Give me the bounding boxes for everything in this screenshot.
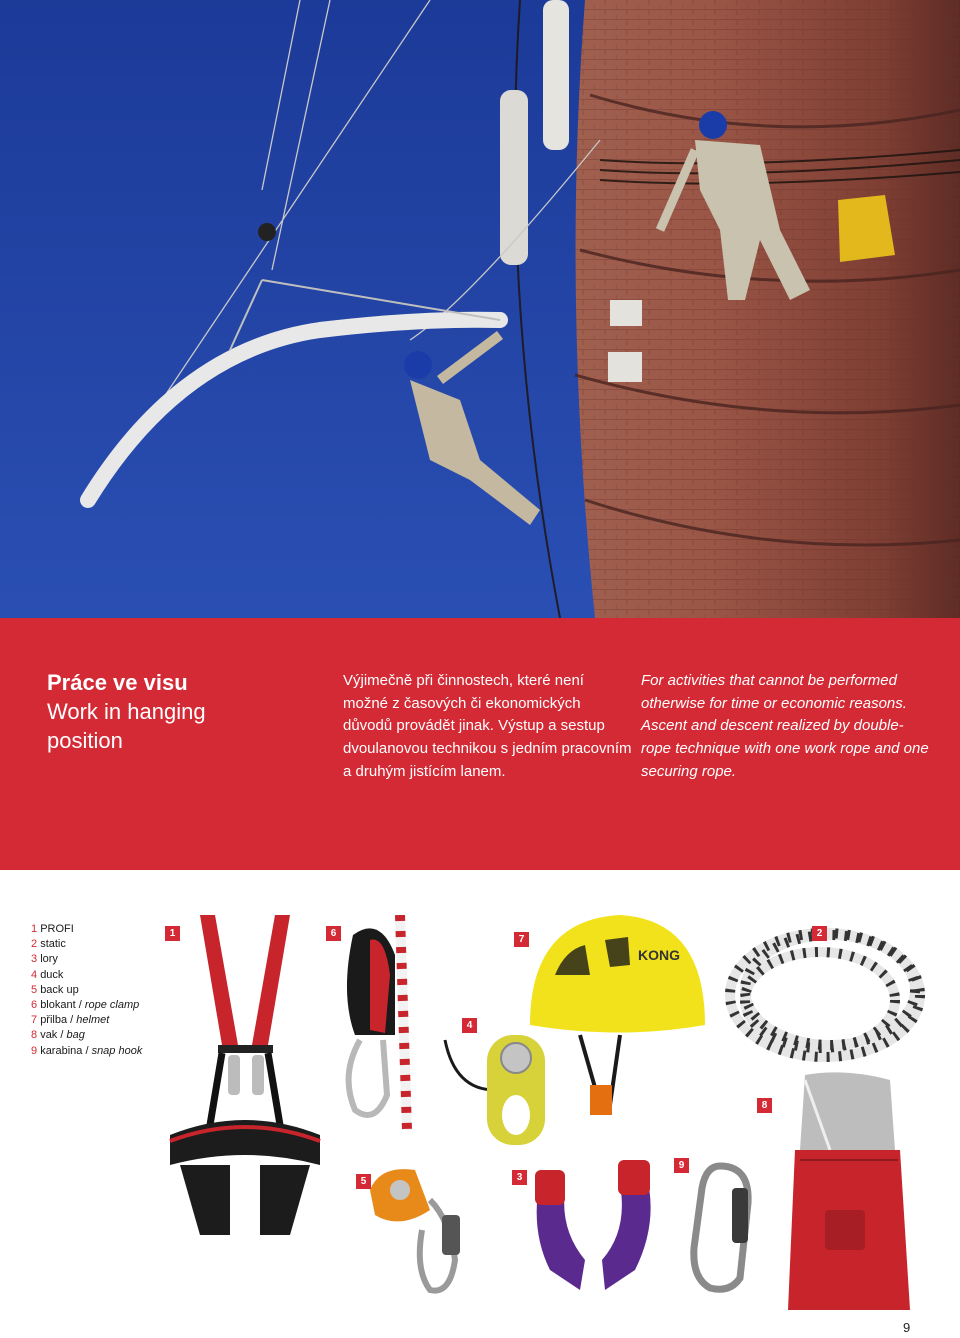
product-number-badge: 6 bbox=[326, 926, 341, 941]
helmet-brand-logo: KONG bbox=[638, 947, 680, 963]
legend-item: 1 PROFI bbox=[31, 923, 74, 935]
yellow-bag bbox=[838, 195, 895, 262]
product-number-badge: 2 bbox=[812, 926, 827, 941]
product-number-badge: 1 bbox=[165, 926, 180, 941]
product-number-badge: 7 bbox=[514, 932, 529, 947]
product-number-badge: 8 bbox=[757, 1098, 772, 1113]
antenna bbox=[500, 90, 528, 265]
antenna bbox=[543, 0, 569, 150]
equipment-legend bbox=[31, 922, 181, 1059]
legend-item: 6 blokant / rope clamp bbox=[31, 999, 140, 1012]
legend-item: 8 vak / bag bbox=[31, 1029, 85, 1042]
product-number-badge: 4 bbox=[462, 1018, 477, 1033]
legend-item: 7 přilba / helmet bbox=[31, 1014, 110, 1027]
legend-item: 5 back up bbox=[31, 983, 79, 996]
helmet-image bbox=[510, 905, 710, 1145]
description-english: For activities that cannot be performed otherwise for time or economic reasons. Ascent and descent realized by double-rope technique with one work rope and one securing rope. bbox=[641, 672, 929, 780]
pulley bbox=[258, 223, 276, 241]
ascenders-image bbox=[510, 1150, 680, 1300]
harness-image bbox=[160, 915, 330, 1255]
hero-photo bbox=[0, 0, 960, 618]
section-title bbox=[47, 668, 287, 755]
legend-item: 9 karabina / snap hook bbox=[31, 1044, 143, 1057]
carabiner-image bbox=[680, 1158, 760, 1298]
title-english-line1: Work in hanging bbox=[47, 699, 206, 724]
rope-clamp-image bbox=[335, 915, 425, 1130]
product-number-badge: 3 bbox=[512, 1170, 527, 1185]
backup-device-image bbox=[360, 1160, 470, 1300]
bag-image bbox=[770, 1070, 920, 1320]
title-english-line2: position bbox=[47, 728, 123, 753]
product-number-badge: 5 bbox=[356, 1174, 371, 1189]
legend-item: 2 static bbox=[31, 938, 66, 951]
page-number: 9 bbox=[903, 1320, 911, 1335]
legend-item: 3 lory bbox=[31, 953, 58, 966]
description-czech: Výjimečně při činnostech, které není možné z časových či ekonomických důvodů provádět jinak. Výstup a sestup dvoulanovou technikou s jedním pracovním a druhým jistícím lanem. bbox=[343, 672, 632, 780]
static-rope-image bbox=[720, 910, 935, 1080]
title-czech: Práce ve visu bbox=[47, 670, 188, 695]
product-number-badge: 9 bbox=[674, 1158, 689, 1173]
legend-item: 4 duck bbox=[31, 968, 64, 981]
